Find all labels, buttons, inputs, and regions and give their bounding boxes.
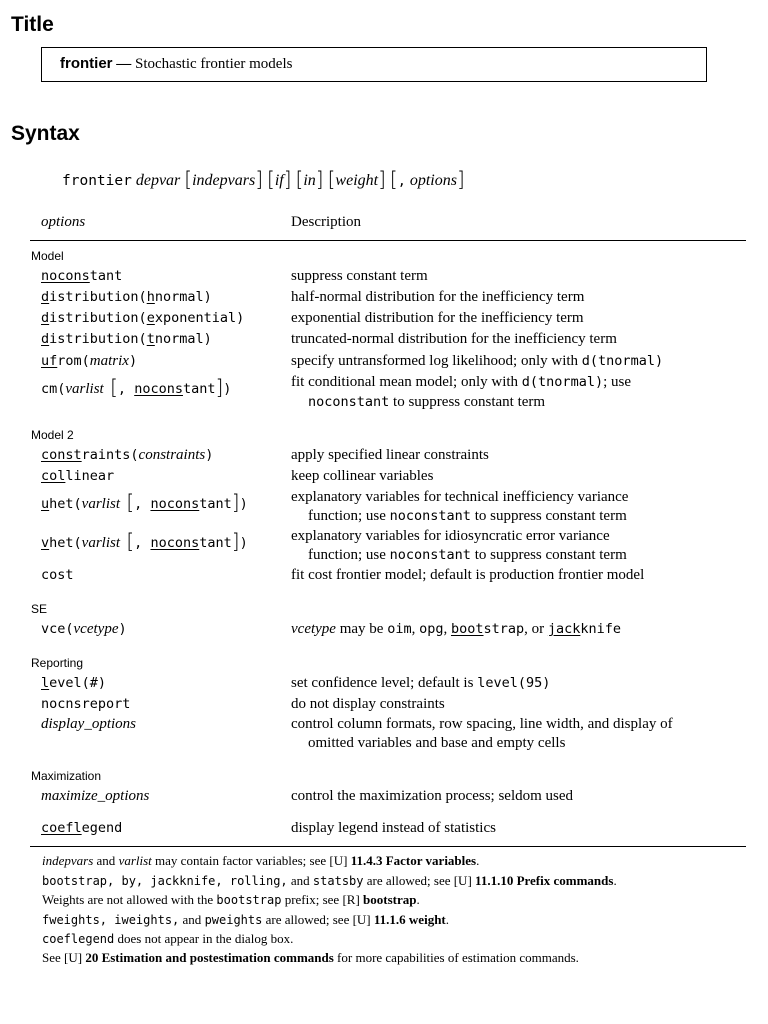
desc-nocnsreport: do not display constraints bbox=[291, 696, 445, 712]
title-dash: — bbox=[116, 56, 132, 72]
option-coeflegend: coeflegend bbox=[41, 820, 123, 836]
option-constraints: constraints(constraints) bbox=[41, 447, 214, 463]
desc-display-options-line2: omitted variables and base and empty cells bbox=[308, 735, 566, 751]
option-noconstant: noconstant bbox=[41, 268, 123, 284]
group-model: Model bbox=[31, 249, 64, 263]
desc-coeflegend: display legend instead of statistics bbox=[291, 820, 496, 836]
desc-constraints: apply specified linear constraints bbox=[291, 447, 489, 463]
desc-distribution-exponential: exponential distribution for the inefficiency term bbox=[291, 310, 584, 326]
note-factor-variables: indepvars and varlist may contain factor variables; see [U] 11.4.3 Factor variables. bbox=[42, 853, 480, 868]
option-nocnsreport: nocnsreport bbox=[41, 696, 131, 712]
option-collinear: collinear bbox=[41, 468, 115, 484]
option-distribution-exponential: distribution(exponential) bbox=[41, 310, 245, 326]
option-vhet: vhet(varlist [, noconstant]) bbox=[41, 529, 248, 553]
option-distribution-tnormal: distribution(tnormal) bbox=[41, 331, 212, 347]
syntax-command: frontier bbox=[62, 173, 132, 189]
desc-vhet-line2: function; use noconstant to suppress constant term bbox=[308, 547, 627, 563]
desc-uhet-line2: function; use noconstant to suppress constant term bbox=[308, 508, 627, 524]
group-se: SE bbox=[31, 602, 48, 616]
syntax-line: frontier depvar [indepvars] [if] [in] [weight] [, options] bbox=[62, 167, 465, 191]
option-vce: vce(vcetype) bbox=[41, 621, 127, 637]
syntax-indepvars: indepvars bbox=[192, 172, 256, 189]
desc-cm-line2: noconstant to suppress constant term bbox=[308, 394, 546, 410]
group-maximization: Maximization bbox=[31, 769, 102, 783]
group-model2: Model 2 bbox=[31, 428, 74, 442]
desc-noconstant: suppress constant term bbox=[291, 268, 428, 284]
syntax-comma: , bbox=[397, 173, 406, 189]
option-cm: cm(varlist [, noconstant]) bbox=[41, 375, 232, 399]
option-display-options: display_options bbox=[41, 716, 137, 732]
option-ufrom: ufrom(matrix) bbox=[41, 353, 138, 369]
note-weights-allowed: fweights, iweights, and pweights are allowed; see [U] 11.1.6 weight. bbox=[42, 912, 450, 927]
option-level: level(#) bbox=[41, 675, 107, 691]
option-cost: cost bbox=[41, 567, 74, 583]
note-estimation-commands: See [U] 20 Estimation and postestimation commands for more capabilities of estimation commands. bbox=[42, 950, 579, 965]
title-box bbox=[41, 47, 707, 82]
desc-ufrom: specify untransformed log likelihood; only with d(tnormal) bbox=[291, 353, 664, 369]
desc-cm-line1: fit conditional mean model; only with d(tnormal); use bbox=[291, 374, 631, 390]
desc-level: set confidence level; default is level(95) bbox=[291, 675, 551, 691]
col-header-options: options bbox=[41, 214, 86, 230]
title-text bbox=[60, 55, 292, 73]
option-maximize-options: maximize_options bbox=[41, 788, 150, 804]
col-header-description: Description bbox=[291, 214, 361, 230]
title-heading: Title bbox=[11, 13, 54, 36]
desc-maximize-options: control the maximization process; seldom used bbox=[291, 788, 574, 804]
note-prefix-commands: bootstrap, by, jackknife, rolling, and statsby are allowed; see [U] 11.1.10 Prefix commands. bbox=[42, 873, 617, 888]
note-coeflegend-dialog: coeflegend does not appear in the dialog box. bbox=[42, 931, 294, 946]
option-distribution-hnormal: distribution(hnormal) bbox=[41, 289, 212, 305]
option-uhet: uhet(varlist [, noconstant]) bbox=[41, 490, 248, 514]
syntax-options: options bbox=[409, 172, 457, 189]
header-rule bbox=[30, 240, 746, 241]
note-bootstrap-weights: Weights are not allowed with the bootstrap prefix; see [R] bootstrap. bbox=[42, 892, 420, 907]
syntax-in: in bbox=[303, 172, 316, 189]
desc-uhet-line1: explanatory variables for technical inefficiency variance bbox=[291, 489, 629, 505]
syntax-heading: Syntax bbox=[11, 122, 80, 145]
desc-vce: vcetype may be oim, opg, bootstrap, or jackknife bbox=[291, 621, 622, 637]
syntax-if: if bbox=[274, 172, 284, 189]
desc-distribution-hnormal: half-normal distribution for the inefficiency term bbox=[291, 289, 585, 305]
footer-rule bbox=[30, 846, 746, 847]
syntax-depvar: depvar bbox=[135, 172, 181, 189]
desc-distribution-tnormal: truncated-normal distribution for the inefficiency term bbox=[291, 331, 617, 347]
desc-cost: fit cost frontier model; default is production frontier model bbox=[291, 567, 645, 583]
title-summary: Stochastic frontier models bbox=[135, 56, 293, 72]
syntax-weight: weight bbox=[335, 172, 379, 189]
desc-vhet-line1: explanatory variables for idiosyncratic error variance bbox=[291, 528, 610, 544]
desc-display-options-line1: control column formats, row spacing, line width, and display of bbox=[291, 716, 673, 732]
command-name: frontier bbox=[60, 55, 113, 72]
group-reporting: Reporting bbox=[31, 656, 84, 670]
desc-collinear: keep collinear variables bbox=[291, 468, 434, 484]
